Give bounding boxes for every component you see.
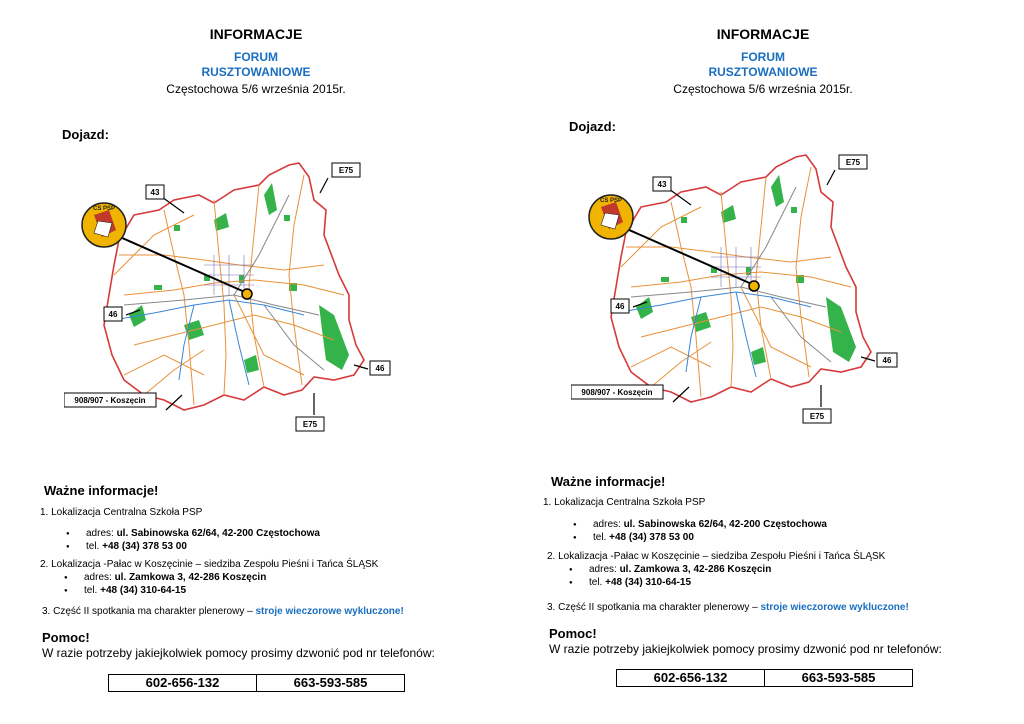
info-item-1-phone: ● tel. +48 (34) 378 53 00 xyxy=(593,532,694,543)
info-item-2-phone: ● tel. +48 (34) 310-64-15 xyxy=(84,585,186,596)
info-item-3: 3. Część II spotkania ma charakter plenerowy – stroje wieczorowe wykluczone! xyxy=(42,606,404,617)
road-label: 908/907 - Koszęcin xyxy=(581,388,653,397)
help-heading: Pomoc! xyxy=(42,630,90,645)
road-label: 43 xyxy=(150,188,160,197)
svg-text:CS PSP: CS PSP xyxy=(599,198,623,204)
info-heading: Ważne informacje! xyxy=(44,483,159,498)
route-map xyxy=(571,147,911,452)
info-item-2: 2. Lokalizacja -Pałac w Koszęcinie – siedziba Zespołu Pieśni i Tańca ŚLĄSK xyxy=(40,559,379,570)
info-item-1: 1. Lokalizacja Centralna Szkoła PSP xyxy=(543,497,706,508)
route-map xyxy=(64,155,404,460)
dojazd-heading: Dojazd: xyxy=(62,127,109,142)
cs-psp-logo-icon xyxy=(82,203,126,247)
info-item-1: 1. Lokalizacja Centralna Szkoła PSP xyxy=(40,507,203,518)
info-item-1-phone: ● tel. +48 (34) 378 53 00 xyxy=(86,541,187,552)
road-label: 46 xyxy=(375,364,385,373)
help-text: W razie potrzeby jakiejkolwiek pomocy prosimy dzwonić pod nr telefonów: xyxy=(549,642,942,656)
svg-text:CS PSP: CS PSP xyxy=(92,206,116,212)
road-label: 43 xyxy=(657,180,667,189)
page-title: INFORMACJE xyxy=(716,26,810,42)
road-label: 46 xyxy=(108,310,118,319)
help-heading: Pomoc! xyxy=(549,626,597,641)
phone-1[interactable]: 602-656-132 xyxy=(145,675,220,690)
road-label: 46 xyxy=(882,356,892,365)
forum-line2: RUSZTOWANIOWE xyxy=(708,65,818,79)
info-item-2: 2. Lokalizacja -Pałac w Koszęcinie – siedziba Zespołu Pieśni i Tańca ŚLĄSK xyxy=(547,551,886,562)
phone-1[interactable]: 602-656-132 xyxy=(653,670,728,685)
info-item-1-address: ● adres: ul. Sabinowska 62/64, 42-200 Częstochowa xyxy=(86,528,320,539)
info-item-2-address: ● adres: ul. Zamkowa 3, 42-286 Koszęcin xyxy=(589,564,771,575)
event-date: Częstochowa 5/6 września 2015r. xyxy=(166,82,346,96)
location-marker xyxy=(749,281,759,291)
phone-2[interactable]: 663-593-585 xyxy=(256,675,404,691)
phone-table xyxy=(616,669,913,687)
road-label: E75 xyxy=(809,412,825,421)
road-label: 46 xyxy=(615,302,625,311)
forum-line1: FORUM xyxy=(234,50,278,64)
road-label: E75 xyxy=(302,420,318,429)
right-panel xyxy=(507,0,1019,724)
info-item-3: 3. Część II spotkania ma charakter plenerowy – stroje wieczorowe wykluczone! xyxy=(547,602,909,613)
phone-table xyxy=(108,674,405,692)
info-item-2-phone: ● tel. +48 (34) 310-64-15 xyxy=(589,577,691,588)
event-date: Częstochowa 5/6 września 2015r. xyxy=(673,82,853,96)
road-label: E75 xyxy=(845,158,861,167)
info-heading: Ważne informacje! xyxy=(551,474,666,489)
road-label: 908/907 - Koszęcin xyxy=(74,396,146,405)
info-item-1-address: ● adres: ul. Sabinowska 62/64, 42-200 Częstochowa xyxy=(593,519,827,530)
page-title: INFORMACJE xyxy=(209,26,303,42)
dojazd-heading: Dojazd: xyxy=(569,119,616,134)
phone-2[interactable]: 663-593-585 xyxy=(764,670,912,686)
help-text: W razie potrzeby jakiejkolwiek pomocy prosimy dzwonić pod nr telefonów: xyxy=(42,646,435,660)
cs-psp-logo-icon xyxy=(589,195,633,239)
info-item-2-address: ● adres: ul. Zamkowa 3, 42-286 Koszęcin xyxy=(84,572,266,583)
forum-line2: RUSZTOWANIOWE xyxy=(201,65,311,79)
location-marker xyxy=(242,289,252,299)
forum-line1: FORUM xyxy=(741,50,785,64)
road-label: E75 xyxy=(338,166,354,175)
